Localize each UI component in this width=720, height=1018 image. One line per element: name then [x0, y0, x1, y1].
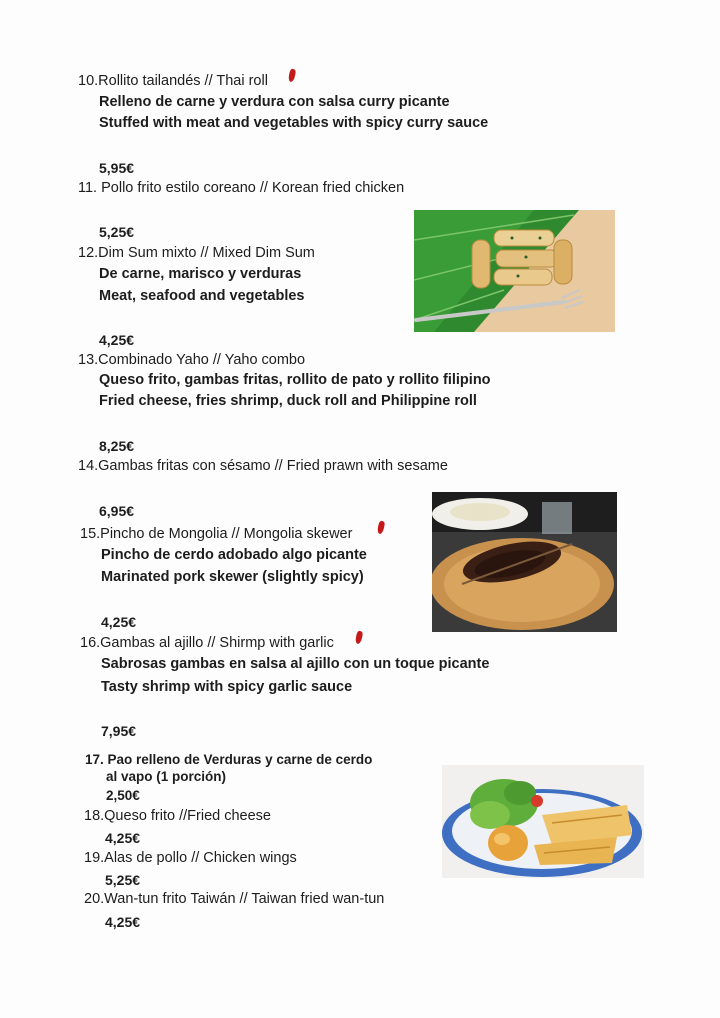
photo-skewer [432, 492, 617, 632]
item-title: 17. Pao relleno de Verduras y carne de cerdo [85, 752, 373, 767]
item-title: 13.Combinado Yaho // Yaho combo [78, 352, 306, 368]
item-title: 12.Dim Sum mixto // Mixed Dim Sum [78, 245, 315, 261]
item-price: 2,50€ [106, 788, 140, 803]
item-price: 5,25€ [99, 224, 135, 240]
item-desc-en: Meat, seafood and vegetables [99, 288, 305, 304]
item-price: 8,25€ [99, 438, 135, 454]
item-title: 19.Alas de pollo // Chicken wings [84, 850, 297, 866]
item-price: 4,25€ [99, 332, 135, 348]
photo-dim-sum [414, 210, 615, 332]
item-desc-es: De carne, marisco y verduras [99, 266, 302, 282]
item-title: 14.Gambas fritas con sésamo // Fried prawn with sesame [78, 458, 448, 474]
item-desc-en: Fried cheese, fries shrimp, duck roll and Philippine roll [99, 393, 477, 409]
item-desc-en: Stuffed with meat and vegetables with spicy curry sauce [99, 115, 489, 131]
item-title: 15.Pincho de Mongolia // Mongolia skewer [80, 526, 353, 542]
item-desc-es: Sabrosas gambas en salsa al ajillo con un toque picante [101, 656, 490, 672]
item-price: 5,25€ [105, 872, 141, 888]
item-title-continued: al vapo (1 porción) [106, 769, 227, 784]
item-price: 4,25€ [105, 914, 141, 930]
item-title: 16.Gambas al ajillo // Shirmp with garlic [80, 635, 334, 651]
item-title: 18.Queso frito //Fried cheese [84, 808, 271, 824]
item-price: 6,95€ [99, 503, 135, 519]
chili-icon [355, 631, 364, 645]
item-price: 5,95€ [99, 160, 135, 176]
item-title: 11. Pollo frito estilo coreano // Korean fried chicken [78, 180, 405, 196]
item-title: 10.Rollito tailandés // Thai roll [78, 73, 268, 89]
item-desc-es: Pincho de cerdo adobado algo picante [101, 547, 367, 563]
chili-icon [288, 69, 297, 83]
item-desc-en: Tasty shrimp with spicy garlic sauce [101, 679, 353, 695]
chili-icon [377, 521, 386, 535]
item-price: 7,95€ [101, 723, 137, 739]
photo-plate [442, 765, 644, 878]
item-desc-es: Queso frito, gambas fritas, rollito de pato y rollito filipino [99, 372, 491, 388]
item-desc-es: Relleno de carne y verdura con salsa curry picante [99, 94, 450, 110]
item-desc-en: Marinated pork skewer (slightly spicy) [101, 569, 364, 585]
item-title: 20.Wan-tun frito Taiwán // Taiwan fried wan-tun [84, 891, 385, 907]
item-price: 4,25€ [105, 830, 141, 846]
item-price: 4,25€ [101, 614, 137, 630]
